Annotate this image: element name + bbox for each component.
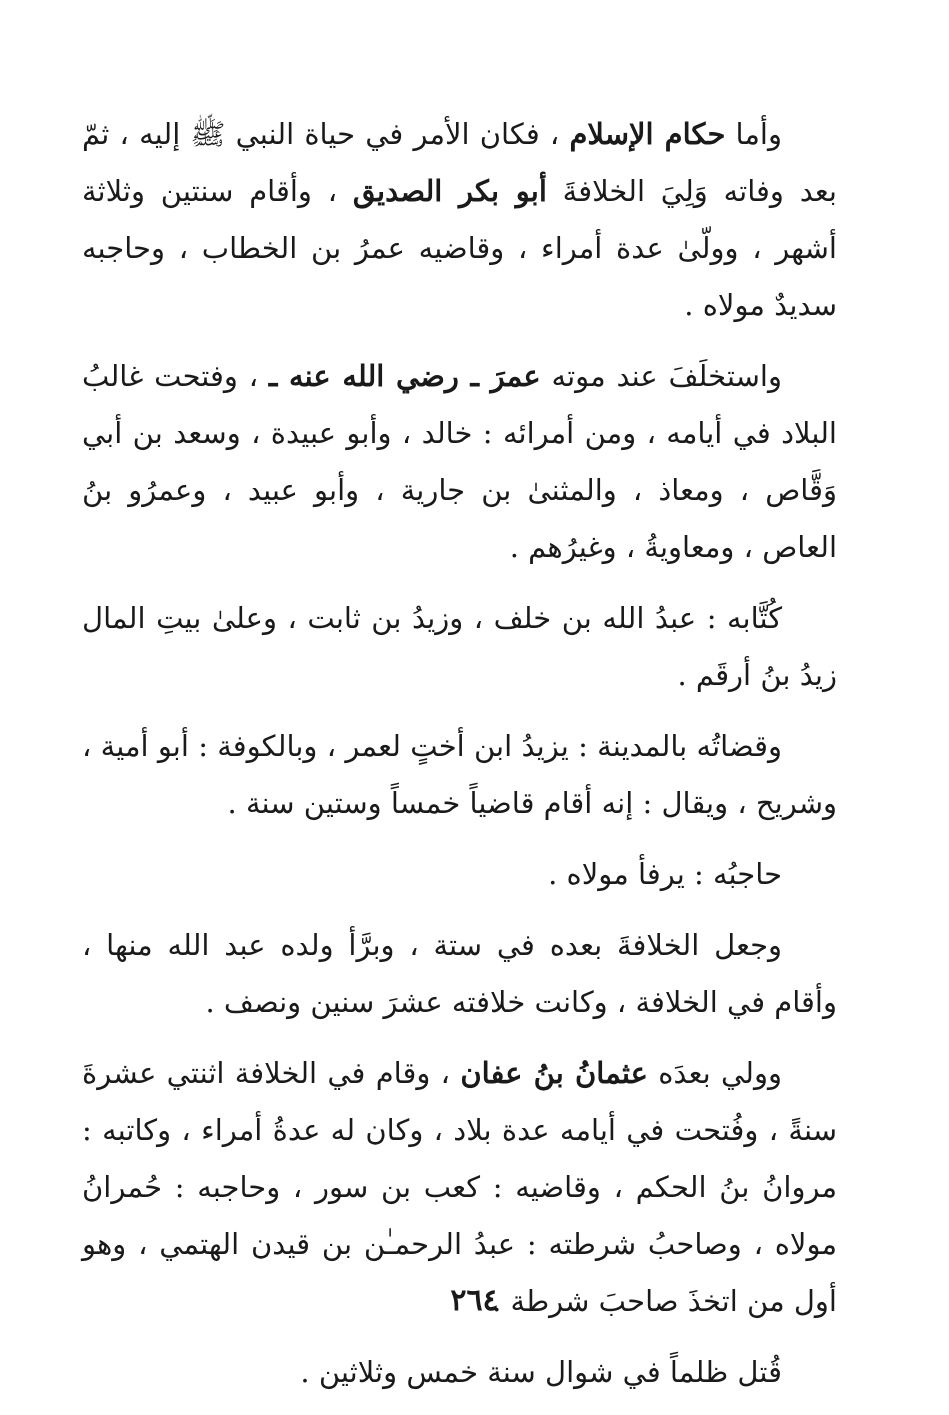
text-run: قُتل ظلماً في شوال سنة خمس وثلاثين . — [300, 1355, 782, 1389]
text-run: ، فكان الأمر في حياة النبي ﷺ إليه ، ثمّ بعد وفاته وَلِيَ الخلافةَ — [82, 117, 837, 208]
text-run: وولي بعدَه — [647, 1056, 782, 1090]
paragraph — [82, 348, 837, 576]
paragraph — [82, 917, 837, 1031]
text-run: ، وأقام سنتين وثلاثة أشهر ، وولّىٰ عدة أمراء ، وقاضيه عمرُ بن الخطاب ، وحاجبه سديدٌ مولاه . — [82, 174, 837, 322]
paragraph — [82, 846, 837, 903]
paragraph — [82, 106, 837, 334]
page-number: ٢٦٤ — [450, 1283, 499, 1318]
text-run: واستخلَفَ عند موته — [540, 359, 782, 393]
paragraph — [82, 718, 837, 832]
paragraph — [82, 590, 837, 704]
text-run: وقضاتُه بالمدينة : يزيدُ ابن أختٍ لعمر ، وبالكوفة : أبو أمية ، وشريح ، ويقال : إنه أقام قاضياً خمساً وستين سنة . — [82, 729, 837, 820]
text-run: حاجبُه : يرفأ مولاه . — [548, 857, 782, 891]
text-run: ، وقام في الخلافة اثنتي عشرةَ سنةً ، وفُتحت في أيامه عدة بلاد ، وكان له عدةُ أمراء ، وكاتبه : مروانُ بنُ الحكم ، وقاضيه : كعب بن سور ، وحاجبه : حُمرانُ مولاه ، وصاحبُ شرطته : عبدُ الرحمـٰن بن قيدن الهتمي ، وهو أول من اتخذَ صاحبَ شرطة . — [82, 1056, 837, 1318]
text-run: وجعل الخلافةَ بعده في ستة ، وبرَّأ ولده عبد الله منها ، وأقام في الخلافة ، وكانت خلافته عشرَ سنين ونصف . — [82, 928, 837, 1019]
bold-term: حكام الإسلام — [569, 117, 726, 151]
text-run: كُتَّابه : عبدُ الله بن خلف ، وزيدُ بن ثابت ، وعلىٰ بيتِ المال زيدُ بنُ أرقَم . — [82, 601, 837, 692]
body-text — [82, 106, 837, 1415]
paragraph — [82, 1344, 837, 1401]
text-run: ، وفتحت غالبُ البلاد في أيامه ، ومن أمرائه : خالد ، وأبو عبيدة ، وسعد بن أبي وَقَّاص ، ومعاذ ، والمثنىٰ بن جارية ، وأبو عبيد ، وعمرُو بنُ العاص ، ومعاويةُ ، وغيرُهم . — [82, 359, 837, 564]
bold-term: عمرَ ـ رضي الله عنه ـ — [268, 359, 541, 393]
text-run: وأما — [725, 117, 782, 151]
bold-term: أبو بكر الصديق — [352, 174, 547, 208]
bold-term: عثمانُ بنُ عفان — [460, 1056, 648, 1090]
